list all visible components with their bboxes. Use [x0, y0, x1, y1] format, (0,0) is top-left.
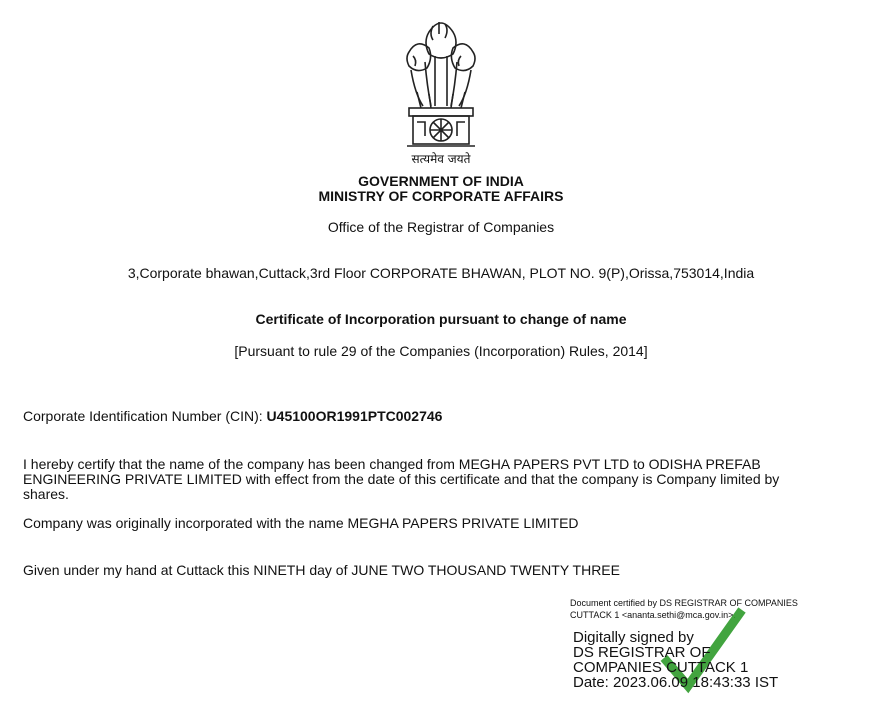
cin-line: [23, 409, 442, 424]
office-name: Office of the Registrar of Companies: [327, 219, 555, 235]
emblem-motto: सत्यमेव जयते: [411, 152, 471, 166]
certified-line: Document certified by DS REGISTRAR OF COMPANIES: [570, 598, 798, 608]
certification-line: ENGINEERING PRIVATE LIMITED with effect from the date of this certificate and that the company is Company limited by: [23, 471, 780, 487]
office-address: 3,Corporate bhawan,Cuttack,3rd Floor CORPORATE BHAWAN, PLOT NO. 9(P),Orissa,753014,India: [127, 265, 755, 281]
certification-paragraph: [23, 457, 863, 502]
cin-value: U45100OR1991PTC002746: [266, 408, 443, 424]
ministry-heading: MINISTRY OF CORPORATE AFFAIRS: [318, 188, 564, 204]
cin-label: Corporate Identification Number (CIN):: [23, 408, 267, 424]
certification-line: I hereby certify that the name of the company has been changed from MEGHA PAPERS PVT LTD to ODISHA PREFAB: [23, 456, 761, 472]
original-name-statement: Company was originally incorporated with the name MEGHA PAPERS PRIVATE LIMITED: [23, 515, 579, 531]
signed-line: DS REGISTRAR OF: [573, 644, 711, 661]
given-under-hand: Given under my hand at Cuttack this NINETH day of JUNE TWO THOUSAND TWENTY THREE: [23, 562, 620, 578]
certificate-rule: [Pursuant to rule 29 of the Companies (Incorporation) Rules, 2014]: [234, 343, 648, 359]
digital-signature-block: [573, 630, 833, 690]
signed-date: Date: 2023.06.09 18:43:33 IST: [573, 674, 779, 691]
signed-line: Digitally signed by: [573, 629, 694, 646]
certification-line: shares.: [23, 486, 69, 502]
government-heading: GOVERNMENT OF INDIA: [358, 173, 524, 189]
certificate-title: Certificate of Incorporation pursuant to change of name: [255, 311, 627, 327]
certified-line: CUTTACK 1 <ananta.sethi@mca.gov.in>.: [570, 610, 736, 620]
signed-line: COMPANIES CUTTACK 1: [573, 659, 749, 676]
